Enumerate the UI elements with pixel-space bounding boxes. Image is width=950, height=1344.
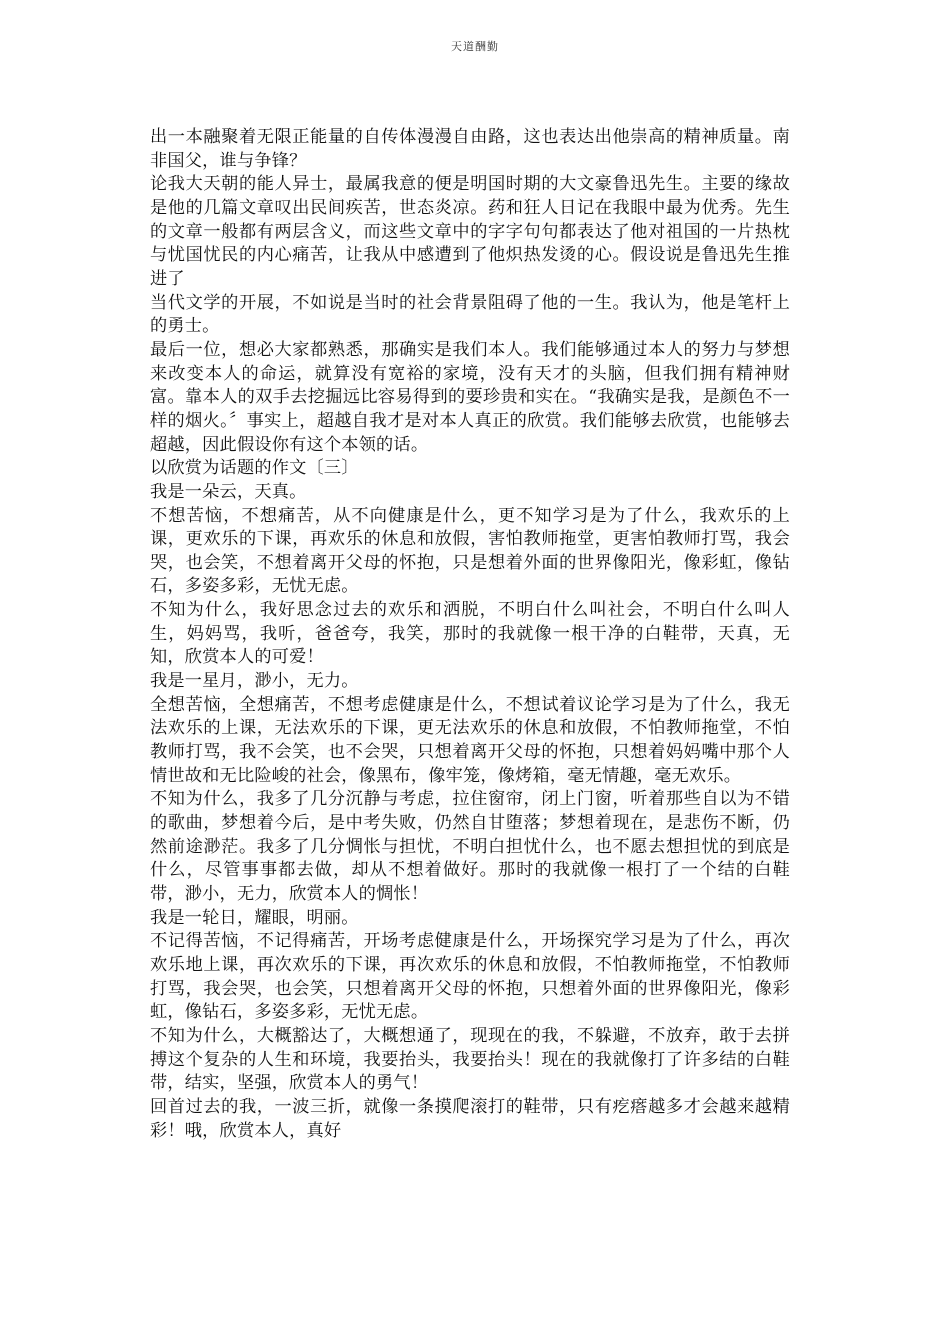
paragraph: 我是一星月，渺小，无力。 <box>150 671 359 692</box>
paragraph: 不知为什么，大概豁达了，大概想通了，现现在的我，不躲避，不放弃，敢于去拼搏这个复杂的人生和环境，我要抬头，我要抬头！现在的我就像打了许多结的白鞋带，结实，坚强，欣赏本人的勇气！ <box>150 1025 790 1094</box>
paragraph: 不知为什么，我好思念过去的欢乐和洒脱，不明白什么叫社会，不明白什么叫人生，妈妈骂，我听，爸爸夸，我笑，那时的我就像一根干净的白鞋带，天真，无知，欣赏本人的可爱！ <box>150 600 790 668</box>
paragraph: 不知为什么，我多了几分沉静与考虑，拉住窗帘，闭上门窗，听着那些自以为不错的歌曲，梦想着今后，是中考失败，仍然自甘堕落；梦想着现在，是悲伤不断，仍然前途渺茫。我多了几分惆怅与担忧，不明白担忧什么，也不愿去想担忧的到底是什么，尽管事事都去做，却从不想着做好。那时的我就像一根打了一个结的白鞋带，渺小，无力，欣赏本人的惆怅！ <box>150 789 790 904</box>
paragraph: 论我大天朝的能人异士，最属我意的便是明国时期的大文豪鲁迅先生。主要的缘故是他的几篇文章叹出民间疾苦，世态炎凉。药和狂人日记在我眼中最为优秀。先生的文章一般都有两层含义，而这些文章中的字字句句都表达了他对祖国的一片热枕与忧国忧民的内心痛苦，让我从中感遭到了他炽热发烫的心。假设说是鲁迅先生推进了 <box>150 174 790 289</box>
paragraph: 最后一位，想必大家都熟悉，那确实是我们本人。我们能够通过本人的努力与梦想来改变本人的命运，就算没有宽裕的家境，没有天才的头脑，但我们拥有精神财富。靠本人的双手去挖掘远比容易得到的要珍贵和实在。“我确实是我，是颜色不一样的烟火。〞事实上，超越自我才是对本人真正的欣赏。我们能够去欣赏，也能够去超越，因此假设你有这个本领的话。 <box>150 339 790 455</box>
paragraph: 我是一轮日，耀眼，明丽。 <box>150 907 359 928</box>
paragraph: 我是一朵云，天真。 <box>150 481 307 502</box>
paragraph: 全想苦恼，全想痛苦，不想考虑健康是什么，不想试着议论学习是为了什么，我无法欢乐的上课，无法欢乐的下课，更无法欢乐的休息和放假，不怕教师拖堂，不怕教师打骂，我不会笑，也不会哭，只想着离开父母的怀抱，只想着妈妈嘴中那个人情世故和无比险峻的社会，像黑布，像牢笼，像烤箱，毫无情趣，毫无欢乐。 <box>150 694 790 786</box>
paragraph: 出一本融聚着无限正能量的自传体漫漫自由路，这也表达出他崇高的精神质量。南非国父，谁与争锋？ <box>150 127 790 171</box>
page-header: 天道酬勤 <box>451 40 499 53</box>
paragraph: 不记得苦恼，不记得痛苦，开场考虑健康是什么，开场探究学习是为了什么，再次欢乐地上课，再次欢乐的下课，再次欢乐的休息和放假，不怕教师拖堂，不怕教师打骂，我会哭，也会笑，只想着离开父母的怀抱，只想着外面的世界像阳光，像彩虹，像钻石，多姿多彩，无忧无虑。 <box>150 931 790 1023</box>
section-title: 以欣赏为话题的作文〔三〕 <box>150 458 359 479</box>
document-body <box>150 126 790 1143</box>
paragraph: 回首过去的我，一波三折，就像一条摸爬滚打的鞋带，只有疙瘩越多才会越来越精彩！哦，欣赏本人，真好 <box>150 1096 790 1141</box>
paragraph: 当代文学的开展，不如说是当时的社会背景阻碍了他的一生。我认为，他是笔杆上的勇士。 <box>150 292 790 337</box>
paragraph: 不想苦恼，不想痛苦，从不向健康是什么，更不知学习是为了什么，我欢乐的上课，更欢乐的下课，再欢乐的休息和放假，害怕教师拖堂，更害怕教师打骂，我会哭，也会笑，不想着离开父母的怀抱，只是想着外面的世界像阳光，像彩虹，像钻石，多姿多彩，无忧无虑。 <box>150 505 790 597</box>
